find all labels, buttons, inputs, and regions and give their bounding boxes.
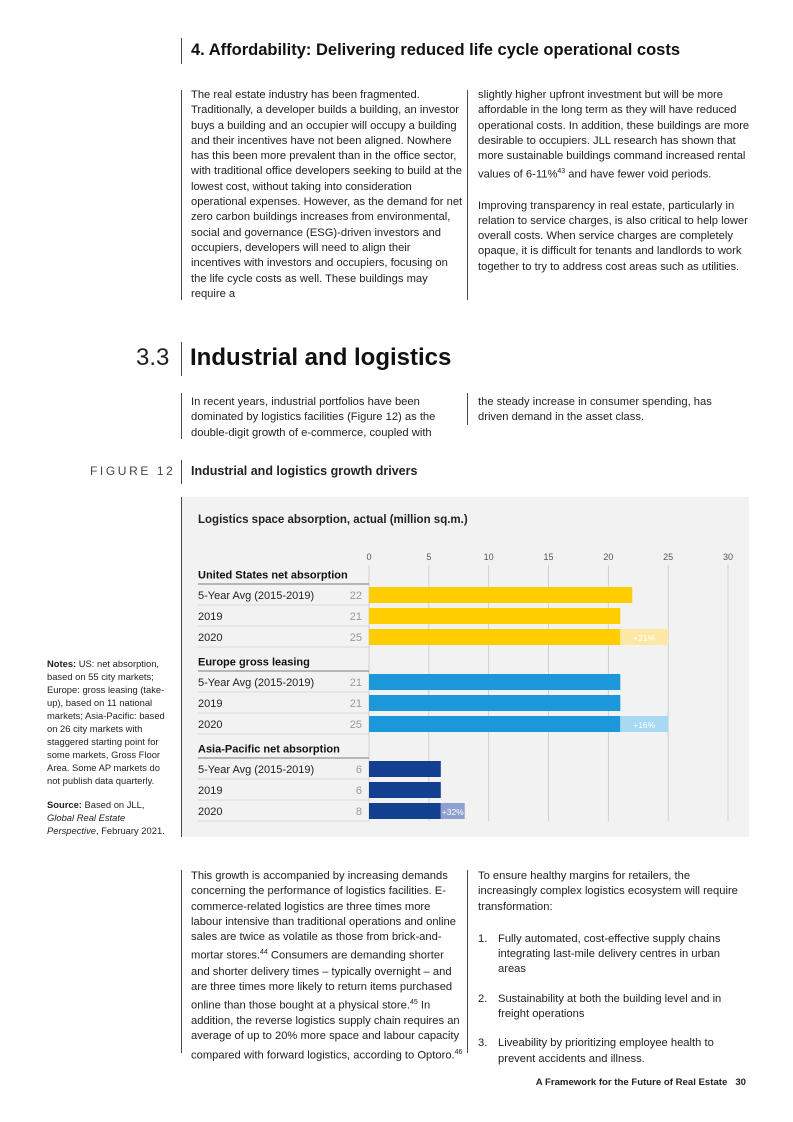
- list-item: 3. Liveability by prioritizing employee health to prevent accidents and illness.: [478, 1037, 714, 1065]
- row-label: 2020: [198, 806, 223, 818]
- list-item: 2. Sustainability at both the building level and in freight operations: [478, 992, 722, 1021]
- source-publication: Global Real Estate Perspective: [47, 812, 126, 836]
- section-intro-col1: In recent years, industrial portfolios have been dominated by logistics facilities (Figure 12) as the double-digit growth of e-commerce, coupled with: [191, 396, 436, 439]
- x-tick-label: 0: [366, 552, 372, 562]
- affordability-col1: The real estate industry has been fragmented. Traditionally, a developer builds a building, an investor buys a building and an occupier will occupy a building and their incentives have not been aligned. Nowhere has this been more prevalent than in the office sector, with traditional office developers seeking to build at the lowest cost, without taking into consideration operational expenses. However, as the demand for net zero carbon buildings increases from environmental, social and governance (ESG)-driven investors and occupiers, developers will need to align their incentives with investors and occupiers, focusing on the life cycle costs as well. These buildings may require a: [191, 89, 463, 300]
- transformation-list: [478, 932, 750, 1067]
- row-value-label: 21: [349, 698, 362, 710]
- section-intro-col2: the steady increase in consumer spending, has driven demand in the asset class.: [478, 396, 712, 424]
- affordability-heading: 4. Affordability: Delivering reduced life cycle operational costs: [191, 41, 681, 59]
- row-value-label: 22: [349, 590, 362, 602]
- row-label: 2020: [198, 632, 223, 644]
- bar: [369, 674, 620, 690]
- notes-text: US: net absorption, based on 55 city markets; Europe: gross leasing (take-up), based on 11 national markets; Asia-Pacific: based on 26 city markets with staggered starting point for some markets, Gross Floor Area. Some AP markets do not publish data quarterly.: [47, 658, 165, 786]
- growth-label: +16%: [633, 720, 656, 730]
- footnote-43: 43: [557, 168, 566, 176]
- footnote-46: 46: [454, 1048, 463, 1056]
- bar: [369, 587, 632, 603]
- footnote-44: 44: [260, 949, 268, 957]
- x-tick-label: 20: [603, 552, 614, 562]
- footer-title: A Framework for the Future of Real Estate: [535, 1077, 728, 1088]
- source-label: Source:: [47, 799, 82, 810]
- bar: [369, 761, 441, 777]
- x-tick-label: 10: [483, 552, 494, 562]
- list-item: 1. Fully automated, cost-effective supply chains integrating last-mile delivery centres in urban areas: [478, 932, 721, 976]
- x-tick-label: 5: [426, 552, 432, 562]
- bar: [369, 629, 620, 645]
- row-value-label: 6: [355, 764, 362, 776]
- bar: [369, 608, 620, 624]
- section-title: Industrial and logistics: [190, 344, 452, 371]
- growth-label: +21%: [633, 633, 656, 643]
- row-label: 5-Year Avg (2015-2019): [198, 764, 315, 776]
- logistics-rule-right: [467, 870, 468, 1053]
- row-label: 2020: [198, 719, 223, 731]
- row-value-label: 25: [349, 719, 362, 731]
- row-value-label: 25: [349, 632, 362, 644]
- group-label: United States net absorption: [198, 569, 348, 582]
- footnote-45: 45: [409, 999, 418, 1007]
- bar: [369, 803, 441, 819]
- logistics-intro: To ensure healthy margins for retailers, the increasingly complex logistics ecosystem will require transformation:: [478, 870, 738, 913]
- row-value-label: 6: [355, 785, 362, 797]
- row-value-label: 21: [349, 611, 362, 623]
- group-label: Asia-Pacific net absorption: [198, 743, 340, 756]
- chart-title: Logistics space absorption, actual (million sq.m.): [198, 514, 468, 526]
- affordability-col2-p1: slightly higher upfront investment but will be more affordable in the long term as they will have reduced operational costs. In addition, these buildings are more desirable to occupiers. JLL research has shown that more sustainable buildings command increased rental values of 6-11%$^{43}$ and have fewer void periods.: [478, 89, 750, 182]
- logistics-rule-left: [181, 870, 182, 1053]
- row-value-label: 8: [355, 806, 362, 818]
- row-label: 2019: [198, 698, 223, 710]
- row-label: 5-Year Avg (2015-2019): [198, 590, 315, 602]
- figure-label: FIGURE 12: [90, 464, 176, 478]
- page-number: 30: [735, 1077, 746, 1088]
- x-tick-label: 15: [543, 552, 554, 562]
- affordability-col2-p2: Improving transparency in real estate, particularly in relation to service charges, is also critical to help lower overall costs. When service charges are completely opaque, it is difficult for tenants and landlords to work together to try to address cost areas such as utilities.: [478, 199, 748, 273]
- notes-label: Notes:: [47, 658, 77, 669]
- group-label: Europe gross leasing: [198, 656, 310, 669]
- section-number: 3.3: [136, 344, 170, 371]
- bar: [369, 782, 441, 798]
- bar: [369, 716, 620, 732]
- row-value-label: 21: [349, 677, 362, 689]
- growth-label: +32%: [441, 807, 464, 817]
- figure-notes: [47, 657, 172, 787]
- row-label: 2019: [198, 611, 223, 623]
- figure-source: Source: Based on JLL, Global Real Estate Perspective, February 2021.: [47, 799, 165, 836]
- figure-title: Industrial and logistics growth drivers: [191, 464, 418, 478]
- x-tick-label: 30: [722, 552, 734, 562]
- logistics-col2: [478, 869, 750, 1081]
- bar: [369, 695, 620, 711]
- page-footer: [536, 1077, 746, 1088]
- row-label: 5-Year Avg (2015-2019): [198, 677, 315, 689]
- logistics-col1: This growth is accompanied by increasing demands concerning the performance of logistics facilities. E-commerce-related logistics are three times more labour intensive than traditional operations and online sales are twice as volatile as those from brick-and-mortar stores.$^{44}$ Consumers are demanding shorter and shorter delivery times – typically overnight – and are three times more likely to return items purchased online than those bought at a physical store.$^{45}$ In addition, the reverse logistics supply chain requires an average of up to 20% more space and labour capacity compared with forward logistics, according to Optoro.$^{46}$: [191, 870, 463, 1062]
- row-label: 2019: [198, 785, 223, 797]
- x-tick-label: 25: [663, 552, 674, 562]
